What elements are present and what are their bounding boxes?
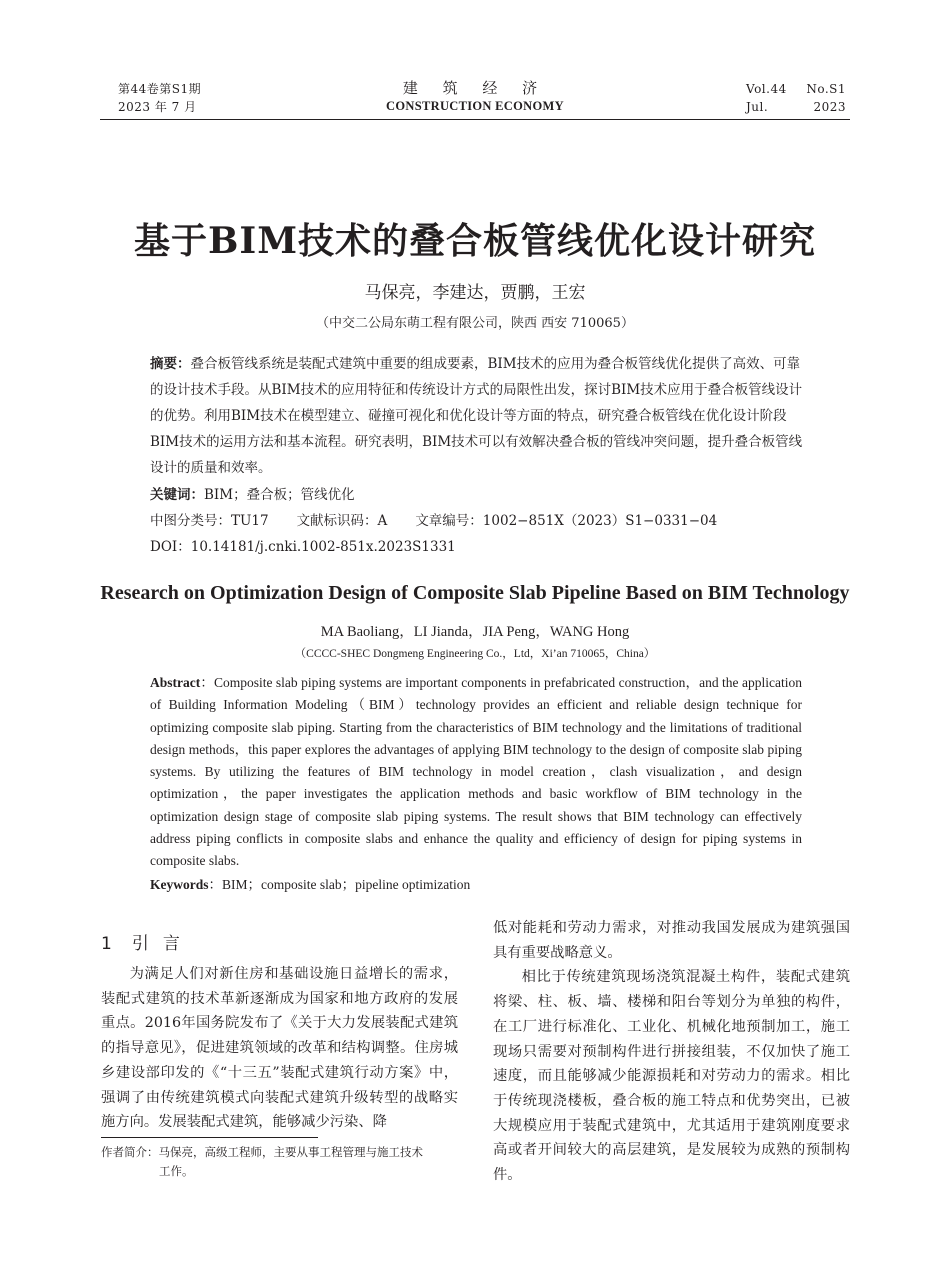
running-header-center: [370, 79, 580, 115]
month-en: Jul.: [746, 100, 769, 114]
paragraph: 相比于传统建筑现场浇筑混凝土构件，装配式建筑将梁、柱、板、墙、楼梯和阳台等划分为单独的构件，在工厂进行标准化、工业化、机械化地预制加工，施工现场只需要对预制构件进行拼接组装，不仅加快了施工速度，而且能够减少能源损耗和对劳动力的需求。相比于传统现浇楼板，叠合板的施工特点和优势突出，已被大规模应用于装配式建筑中，尤其适用于建筑刚度要求高或者开间较大的高层建筑，是发展较为成熟的预制构件。: [493, 969, 850, 1184]
paragraph: 低对能耗和劳动力需求，对推动我国发展成为建筑强国具有重要战略意义。: [493, 920, 850, 961]
section-number: 1: [101, 934, 114, 954]
section-heading-introduction: [101, 929, 194, 954]
abstract-en-text: ：Composite slab piping systems are important components in prefabricated construction，and the application of Building Information Modeling（BIM）technology provides an efficient and reliable design technique for optimizing composite slab piping. Starting from the characteristics of BIM technology and the limitations of traditional design methods，this paper explores the advantages of applying BIM technology to the design of composite slab piping systems. By utilizing the features of BIM technology in model creation，clash visualization，and design optimization，the paper investigates the application methods and basic workflow of BIM technology in the optimization design stage of composite slab piping systems. The result shows that BIM technology can effectively address piping conflicts in composite slabs and enhance the quality and efficiency of design for piping systems in composite slabs.: [150, 675, 802, 869]
keywords-cn: [150, 483, 355, 503]
body-column-right: [493, 916, 850, 1188]
clc-number: 中图分类号：TU17: [150, 513, 269, 529]
authors-en: MA Baoliang，LI Jianda，JIA Peng，WANG Hong: [320, 624, 630, 640]
abstract-cn-label: 摘要：: [150, 356, 191, 372]
document-code: 文献标识码：A: [296, 513, 388, 529]
classification-line: [150, 509, 717, 529]
abstract-cn: [150, 351, 810, 481]
journal-name-en: CONSTRUCTION ECONOMY: [386, 99, 564, 113]
paper-title-cn: 基于BIM技术的叠合板管线优化设计研究: [133, 220, 817, 262]
footnote-line: 作者简介：马保亮，高级工程师，主要从事工程管理与施工技术: [101, 1145, 423, 1159]
year-en: 2023: [813, 100, 846, 114]
running-header-right: [746, 80, 846, 116]
volume-en: Vol.44: [746, 82, 787, 96]
keywords-en: [150, 873, 470, 893]
keywords-en-label: Keywords: [150, 877, 209, 892]
issue-en: No.S1: [806, 82, 846, 96]
author-footnote: [101, 1143, 458, 1181]
affiliation-cn: （中交二公局东萌工程有限公司，陕西 西安 710065）: [316, 316, 634, 331]
paragraph: 为满足人们对新住房和基础设施日益增长的需求，装配式建筑的技术革新逐渐成为国家和地方政府的发展重点。2016年国务院发布了《关于大力发展装配式建筑的指导意见》，促进建筑领域的改革和结构调整。住房城乡建设部印发的《“十三五”装配式建筑行动方案》中，强调了由传统建筑模式向装配式建筑升级转型的战略实施方向。发展装配式建筑，能够减少污染、降: [101, 966, 458, 1131]
abstract-cn-text: 叠合板管线系统是装配式建筑中重要的组成要素，BIM技术的应用为叠合板管线优化提供了高效、可靠的设计技术手段。从BIM技术的应用特征和传统设计方式的局限性出发，探讨BIM技术应用于叠合板管线设计的优势。利用BIM技术在模型建立、碰撞可视化和优化设计等方面的特点，研究叠合板管线在优化设计阶段BIM技术的运用方法和基本流程。研究表明，BIM技术可以有效解决叠合板的管线冲突问题，提升叠合板管线设计的质量和效率。: [150, 356, 803, 476]
footnote-rule: [101, 1137, 318, 1138]
doi: DOI：10.14181/j.cnki.1002-851x.2023S1331: [150, 539, 456, 555]
footnote-line: 工作。: [159, 1164, 194, 1178]
section-title: 引言: [131, 934, 194, 954]
journal-name-cn: 建 筑 经 济: [402, 79, 548, 97]
abstract-en: [150, 672, 802, 873]
abstract-en-label: Abstract: [150, 675, 201, 690]
article-number: 文章编号：1002−851X（2023）S1−0331−04: [415, 513, 718, 529]
volume-issue-cn: 第44卷第S1期: [118, 82, 202, 96]
authors-cn: 马保亮，李建达，贾鹏，王宏: [364, 283, 586, 303]
running-header-left: [118, 80, 201, 116]
affiliation-en: （CCCC-SHEC Dongmeng Engineering Co.，Ltd，Xi’an 710065，China）: [294, 648, 656, 660]
header-rule: [100, 119, 850, 120]
keywords-en-text: ：BIM；composite slab；pipeline optimization: [208, 877, 471, 892]
body-column-left: [101, 962, 458, 1135]
paper-title-en: Research on Optimization Design of Composite Slab Pipeline Based on BIM Technology: [100, 582, 850, 604]
date-cn: 2023 年 7 月: [118, 100, 197, 114]
keywords-cn-label: 关键词：: [150, 487, 204, 503]
keywords-cn-text: BIM；叠合板；管线优化: [204, 487, 355, 503]
